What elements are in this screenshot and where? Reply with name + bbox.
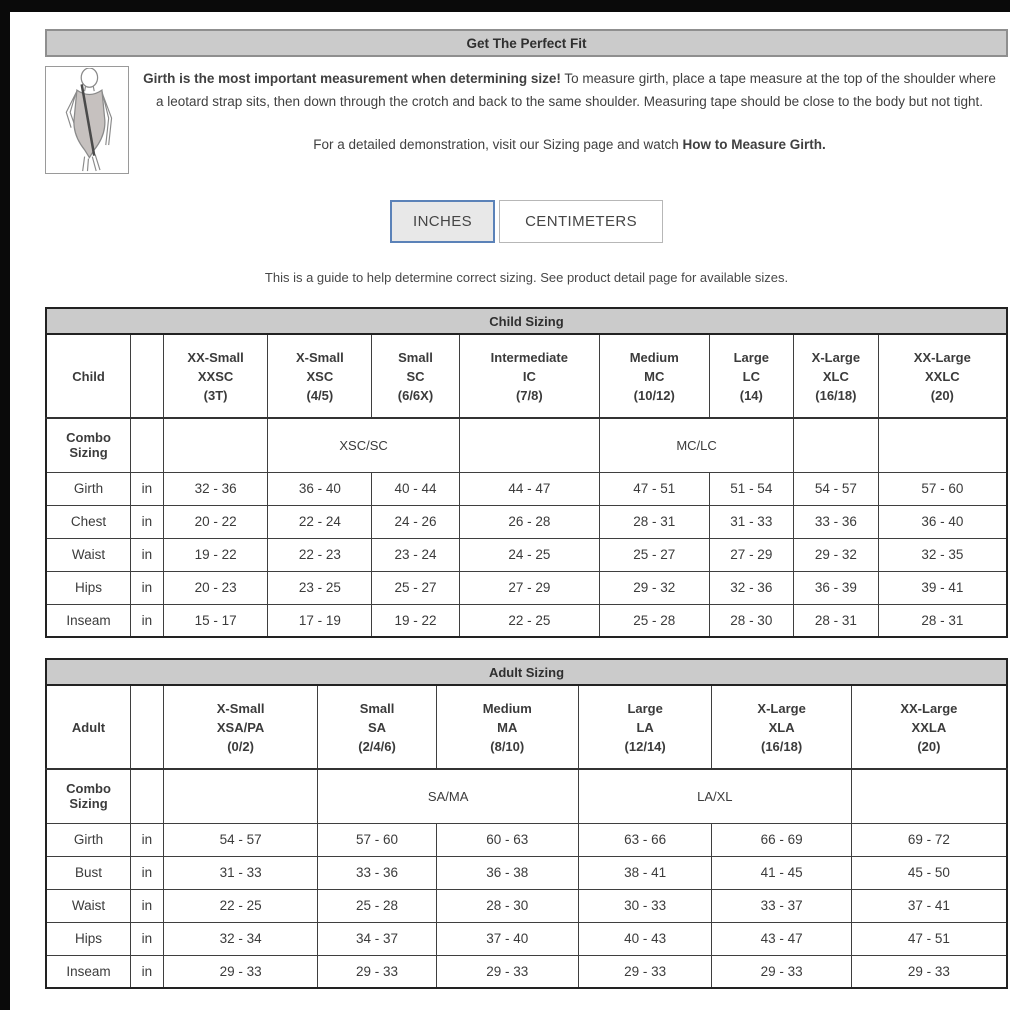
size-value-cell: 38 - 41: [578, 856, 712, 889]
size-value-cell: 29 - 33: [436, 955, 578, 988]
size-value-cell: 19 - 22: [372, 604, 459, 637]
girth-instructions-lead: Girth is the most important measurement when determining size!: [143, 71, 561, 86]
row-label: Bust: [46, 856, 131, 889]
size-value-cell: 28 - 31: [794, 604, 879, 637]
size-name: Large: [627, 700, 663, 716]
size-value-cell: 24 - 25: [459, 538, 599, 571]
size-value-cell: 29 - 32: [599, 571, 709, 604]
unit-cell: in: [131, 922, 164, 955]
size-value-cell: 25 - 27: [372, 571, 459, 604]
page-content: [10, 12, 1010, 993]
size-value-cell: 66 - 69: [712, 823, 851, 856]
row-label: Inseam: [46, 955, 131, 988]
size-value-cell: 28 - 30: [436, 889, 578, 922]
size-value-cell: 36 - 40: [268, 472, 372, 505]
size-value-cell: 57 - 60: [318, 823, 436, 856]
size-code: XLA: [768, 719, 795, 735]
size-range: (8/10): [490, 738, 525, 754]
size-name: X-Large: [811, 349, 861, 365]
unit-cell: in: [131, 955, 164, 988]
size-value-cell: 29 - 33: [318, 955, 436, 988]
size-value-cell: 28 - 31: [599, 505, 709, 538]
size-value-cell: 27 - 29: [709, 538, 794, 571]
empty-cell: [131, 418, 164, 472]
size-value-cell: 17 - 19: [268, 604, 372, 637]
empty-cell: [459, 418, 599, 472]
size-value-cell: 20 - 23: [163, 571, 268, 604]
size-range: (0/2): [227, 738, 254, 754]
row-label: Hips: [46, 571, 131, 604]
size-code: XLC: [822, 368, 849, 384]
size-value-cell: 37 - 41: [851, 889, 1007, 922]
size-value-cell: 32 - 34: [163, 922, 318, 955]
child-row-header: Child: [46, 334, 131, 418]
size-range: (6/6X): [397, 387, 434, 403]
size-value-cell: 30 - 33: [578, 889, 712, 922]
size-value-cell: 29 - 33: [712, 955, 851, 988]
row-label: Waist: [46, 889, 131, 922]
unit-cell: in: [131, 889, 164, 922]
size-value-cell: 44 - 47: [459, 472, 599, 505]
size-value-cell: 33 - 36: [318, 856, 436, 889]
unit-cell: in: [131, 538, 164, 571]
empty-cell: [131, 769, 164, 823]
row-label: Hips: [46, 922, 131, 955]
size-name: X-Small: [216, 700, 265, 716]
size-value-cell: 63 - 66: [578, 823, 712, 856]
sizing-note: This is a guide to help determine correct sizing. See product detail page for available sizes.: [264, 270, 789, 285]
adult-table-title: Adult Sizing: [46, 659, 1007, 685]
size-value-cell: 36 - 39: [794, 571, 879, 604]
size-column-header: [163, 334, 268, 418]
size-value-cell: 23 - 24: [372, 538, 459, 571]
size-column-header: [163, 685, 318, 769]
demo-line-prefix: For a detailed demonstration, visit our Sizing page and watch: [313, 137, 683, 152]
size-range: (7/8): [515, 387, 543, 403]
size-value-cell: 43 - 47: [712, 922, 851, 955]
combo-size-cell: XSC/SC: [268, 418, 459, 472]
size-code: LC: [742, 368, 760, 384]
size-code: XXLA: [911, 719, 947, 735]
size-range: (10/12): [633, 387, 675, 403]
combo-size-cell: LA/XL: [578, 769, 851, 823]
size-value-cell: 41 - 45: [712, 856, 851, 889]
unit-cell: in: [131, 856, 164, 889]
size-name: Intermediate: [490, 349, 568, 365]
combo-sizing-label: Combo Sizing: [46, 418, 131, 472]
size-name: Small: [359, 700, 395, 716]
size-code: XXSC: [197, 368, 234, 384]
size-value-cell: 28 - 30: [709, 604, 794, 637]
size-code: MC: [644, 368, 665, 384]
size-value-cell: 39 - 41: [878, 571, 1007, 604]
row-label: Inseam: [46, 604, 131, 637]
child-table-title: Child Sizing: [46, 308, 1007, 334]
size-value-cell: 33 - 37: [712, 889, 851, 922]
child-sizing-table: [45, 307, 1008, 638]
size-value-cell: 51 - 54: [709, 472, 794, 505]
centimeters-button[interactable]: CENTIMETERS: [499, 200, 663, 243]
size-value-cell: 69 - 72: [851, 823, 1007, 856]
intro-text-column: [141, 66, 1008, 174]
size-value-cell: 32 - 36: [163, 472, 268, 505]
size-value-cell: 31 - 33: [163, 856, 318, 889]
size-code: LA: [636, 719, 654, 735]
girth-instructions-body: To measure girth, place a tape measure at the top of the shoulder where a leotard strap sits, then down through the crotch and back to the same shoulder. Measuring tape should be close to the body but not tight.: [155, 71, 996, 109]
size-value-cell: 36 - 38: [436, 856, 578, 889]
size-code: IC: [522, 368, 536, 384]
size-column-header: [878, 334, 1007, 418]
row-label: Girth: [46, 472, 131, 505]
unit-cell: in: [131, 571, 164, 604]
size-name: Small: [398, 349, 433, 365]
size-value-cell: 22 - 23: [268, 538, 372, 571]
size-value-cell: 22 - 25: [163, 889, 318, 922]
size-column-header: [436, 685, 578, 769]
row-label: Waist: [46, 538, 131, 571]
size-value-cell: 54 - 57: [163, 823, 318, 856]
size-value-cell: 27 - 29: [459, 571, 599, 604]
size-value-cell: 25 - 28: [599, 604, 709, 637]
leotard-figure-icon: [47, 68, 127, 172]
size-value-cell: 36 - 40: [878, 505, 1007, 538]
row-label: Girth: [46, 823, 131, 856]
size-value-cell: 57 - 60: [878, 472, 1007, 505]
size-range: (4/5): [306, 387, 334, 403]
combo-size-cell: SA/MA: [318, 769, 578, 823]
row-label: Chest: [46, 505, 131, 538]
demo-line-bold: How to Measure Girth.: [682, 137, 826, 152]
size-value-cell: 28 - 31: [878, 604, 1007, 637]
combo-size-cell: MC/LC: [599, 418, 793, 472]
inches-button[interactable]: INCHES: [390, 200, 495, 243]
size-value-cell: 24 - 26: [372, 505, 459, 538]
size-value-cell: 26 - 28: [459, 505, 599, 538]
size-column-header: [599, 334, 709, 418]
size-range: (16/18): [761, 738, 803, 754]
size-value-cell: 29 - 33: [578, 955, 712, 988]
empty-cell: [878, 418, 1007, 472]
size-value-cell: 31 - 33: [709, 505, 794, 538]
size-value-cell: 34 - 37: [318, 922, 436, 955]
size-column-header: [709, 334, 794, 418]
size-column-header: [268, 334, 372, 418]
combo-sizing-label: Combo Sizing: [46, 769, 131, 823]
size-value-cell: 19 - 22: [163, 538, 268, 571]
size-value-cell: 47 - 51: [599, 472, 709, 505]
size-value-cell: 23 - 25: [268, 571, 372, 604]
size-value-cell: 40 - 43: [578, 922, 712, 955]
size-name: X-Small: [296, 349, 344, 365]
unit-toggle: [45, 200, 1008, 243]
intro-section: [45, 66, 1008, 174]
size-value-cell: 47 - 51: [851, 922, 1007, 955]
size-name: Medium: [629, 349, 679, 365]
size-column-header: [318, 685, 436, 769]
size-value-cell: 22 - 24: [268, 505, 372, 538]
empty-cell: [163, 418, 268, 472]
size-value-cell: 33 - 36: [794, 505, 879, 538]
size-range: (16/18): [815, 387, 857, 403]
size-value-cell: 29 - 33: [163, 955, 318, 988]
size-value-cell: 37 - 40: [436, 922, 578, 955]
girth-instructions: [141, 67, 998, 113]
adult-sizing-table: [45, 658, 1008, 989]
size-code: XSA/PA: [216, 719, 265, 735]
size-name: XX-Large: [913, 349, 971, 365]
size-code: SA: [368, 719, 387, 735]
size-name: XX-Small: [187, 349, 244, 365]
size-value-cell: 20 - 22: [163, 505, 268, 538]
unit-cell: in: [131, 604, 164, 637]
size-name: X-Large: [757, 700, 806, 716]
size-value-cell: 25 - 27: [599, 538, 709, 571]
size-range: (2/4/6): [358, 738, 396, 754]
size-range: (3T): [203, 387, 228, 403]
demo-line: [141, 137, 998, 152]
size-column-header: [712, 685, 851, 769]
size-range: (14): [739, 387, 763, 403]
unit-cell: in: [131, 472, 164, 505]
empty-cell: [851, 769, 1007, 823]
size-column-header: [578, 685, 712, 769]
size-value-cell: 45 - 50: [851, 856, 1007, 889]
size-range: (20): [917, 738, 941, 754]
size-name: Medium: [482, 700, 532, 716]
size-value-cell: 29 - 32: [794, 538, 879, 571]
page-title: [45, 29, 1008, 57]
size-name: XX-Large: [900, 700, 958, 716]
girth-diagram: [45, 66, 129, 174]
size-value-cell: 29 - 33: [851, 955, 1007, 988]
empty-cell: [794, 418, 879, 472]
size-column-header: [459, 334, 599, 418]
page-title-text: Get The Perfect Fit: [466, 36, 587, 51]
size-range: (20): [930, 387, 954, 403]
size-code: XXLC: [924, 368, 960, 384]
unit-column-header: [131, 685, 164, 769]
size-name: Large: [733, 349, 770, 365]
size-range: (12/14): [624, 738, 666, 754]
size-value-cell: 25 - 28: [318, 889, 436, 922]
unit-cell: in: [131, 823, 164, 856]
unit-cell: in: [131, 505, 164, 538]
empty-cell: [163, 769, 318, 823]
size-value-cell: 32 - 35: [878, 538, 1007, 571]
size-value-cell: 54 - 57: [794, 472, 879, 505]
size-column-header: [372, 334, 459, 418]
size-value-cell: 32 - 36: [709, 571, 794, 604]
size-value-cell: 22 - 25: [459, 604, 599, 637]
size-code: SC: [406, 368, 425, 384]
size-code: MA: [497, 719, 518, 735]
size-value-cell: 15 - 17: [163, 604, 268, 637]
size-column-header: [851, 685, 1007, 769]
size-code: XSC: [306, 368, 334, 384]
unit-column-header: [131, 334, 164, 418]
size-value-cell: 60 - 63: [436, 823, 578, 856]
adult-row-header: Adult: [46, 685, 131, 769]
size-column-header: [794, 334, 879, 418]
size-value-cell: 40 - 44: [372, 472, 459, 505]
